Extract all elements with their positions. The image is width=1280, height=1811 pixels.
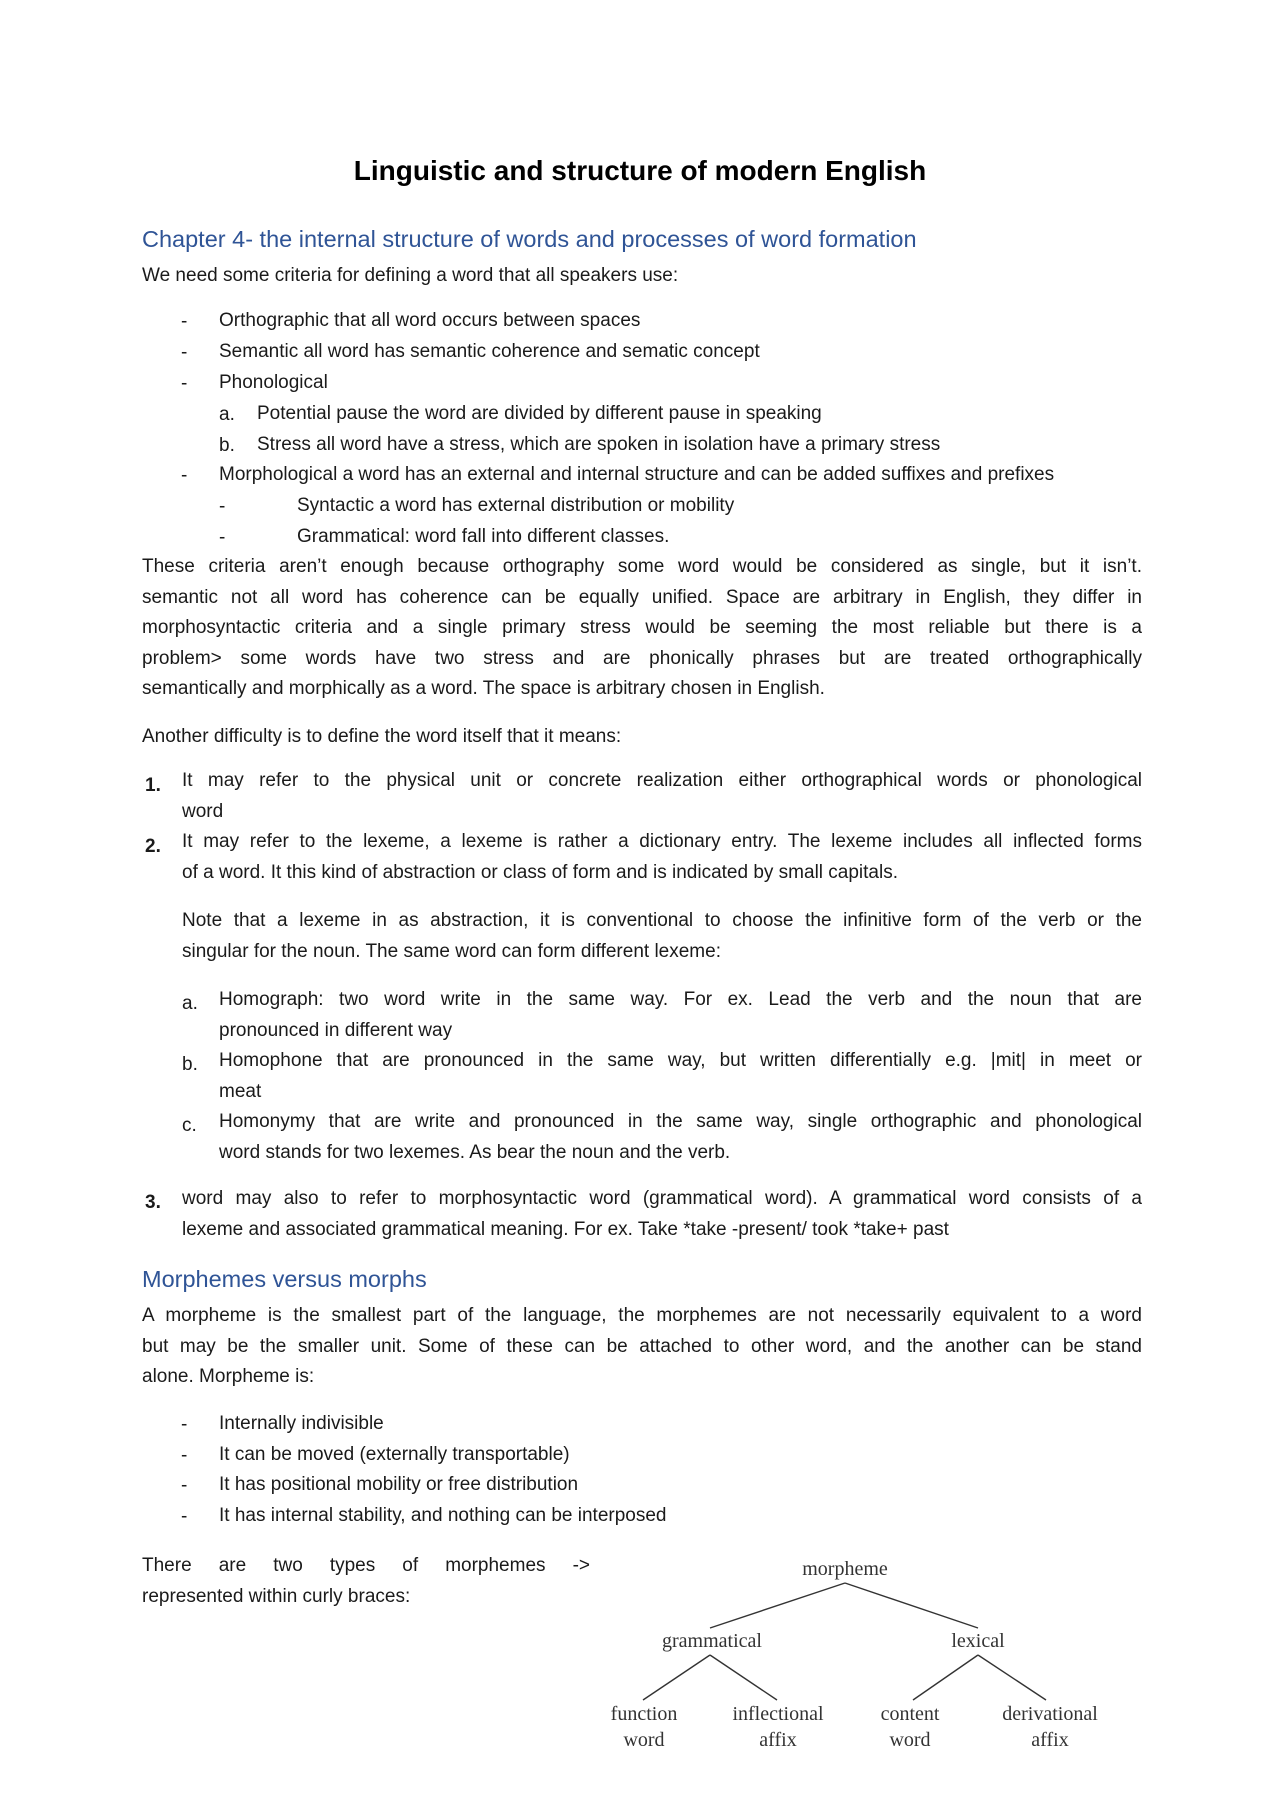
- chapter-heading: Chapter 4- the internal structure of words and processes of word formation: [142, 226, 917, 252]
- list-item: Stress all word have a stress, which are spoken in isolation have a primary stress: [257, 434, 941, 455]
- paragraph-line: There are two types of morphemes ->: [142, 1555, 590, 1576]
- intro-text: We need some criteria for defining a word that all speakers use:: [142, 265, 679, 286]
- paragraph-line: Homonymy that are write and pronounced in the same way, single orthographic and phonological: [219, 1111, 1142, 1132]
- paragraph-line: word stands for two lexemes. As bear the noun and the verb.: [219, 1141, 731, 1163]
- list-bullet: -: [181, 1506, 188, 1527]
- paragraph-line: morphosyntactic criteria and a single primary stress would be seeming the most reliable but there is a: [142, 617, 1142, 638]
- list-bullet: -: [181, 1414, 188, 1435]
- morphemes-heading: Morphemes versus morphs: [142, 1266, 427, 1292]
- tree-leaf-content-2: word: [889, 1729, 931, 1751]
- list-letter: b.: [182, 1054, 198, 1075]
- tree-leaf-inflectional: inflectional: [732, 1703, 824, 1725]
- list-bullet: -: [181, 1445, 188, 1466]
- lexeme-type-homograph: [219, 985, 1142, 1046]
- list-number: 3.: [145, 1192, 161, 1213]
- morpheme-tree-diagram: [600, 1540, 1160, 1770]
- page-title: Linguistic and structure of modern English: [353, 155, 927, 186]
- tree-node-grammatical: grammatical: [662, 1630, 762, 1652]
- difficulty-intro: Another difficulty is to define the word itself that it means:: [142, 726, 622, 747]
- list-bullet: -: [181, 311, 188, 332]
- paragraph-line: lexeme and associated grammatical meaning. For ex. Take *take -present/ took *take+ past: [182, 1218, 949, 1240]
- paragraph-line: semantic not all word has coherence can be equally unified. Space are arbitrary in English, they differ in: [142, 586, 1142, 608]
- paragraph-line: pronounced in different way: [219, 1019, 453, 1041]
- list-item: Orthographic that all word occurs between spaces: [219, 310, 641, 331]
- paragraph-line: of a word. It this kind of abstraction or class of form and is indicated by small capitals.: [182, 861, 898, 883]
- paragraph-line: Homograph: two word write in the same way. For ex. Lead the verb and the noun that are: [219, 989, 1142, 1010]
- paragraph-line: meat: [219, 1080, 262, 1102]
- tree-leaf-derivational: derivational: [1002, 1703, 1098, 1725]
- list-item: Phonological: [219, 372, 328, 393]
- tree-leaf-function: function: [610, 1703, 678, 1725]
- list-bullet: -: [219, 496, 226, 517]
- list-bullet: -: [181, 465, 188, 486]
- meaning-2: [182, 827, 1142, 888]
- list-item: It has internal stability, and nothing can be interposed: [219, 1505, 667, 1526]
- paragraph-line: represented within curly braces:: [142, 1585, 411, 1607]
- list-bullet: -: [181, 342, 188, 363]
- list-bullet: -: [219, 527, 226, 548]
- paragraph-line: word may also to refer to morphosyntactic word (grammatical word). A grammatical word consists of a: [182, 1188, 1142, 1209]
- list-number: 2.: [145, 836, 161, 857]
- paragraph-line: These criteria aren’t enough because orthography some word would be considered as single, but it isn’t.: [142, 556, 1142, 577]
- list-letter: b.: [219, 435, 235, 456]
- list-letter: a.: [182, 993, 198, 1014]
- paragraph-line: alone. Morpheme is:: [142, 1366, 315, 1387]
- list-item: Grammatical: word fall into different classes.: [297, 526, 670, 547]
- paragraph-line: It may refer to the physical unit or concrete realization either orthographical words or phonological: [182, 770, 1142, 791]
- list-item: Morphological a word has an external and internal structure and can be added suffixes and prefixes: [219, 464, 1055, 485]
- meaning-3: [182, 1184, 1142, 1245]
- note-paragraph: [182, 906, 1142, 967]
- lexeme-type-homonymy: [219, 1107, 1142, 1168]
- tree-node-root: morpheme: [802, 1558, 888, 1580]
- paragraph-line: Homophone that are pronounced in the same way, but written differentially e.g. |mit| in meet or: [219, 1050, 1142, 1071]
- paragraph-line: It may refer to the lexeme, a lexeme is rather a dictionary entry. The lexeme includes all inflected forms: [182, 831, 1142, 852]
- list-item: It has positional mobility or free distribution: [219, 1474, 579, 1495]
- list-bullet: -: [181, 1475, 188, 1496]
- list-item: Potential pause the word are divided by different pause in speaking: [257, 403, 822, 424]
- list-item: Internally indivisible: [219, 1413, 384, 1434]
- list-bullet: -: [181, 373, 188, 394]
- lexeme-type-homophone: [219, 1046, 1142, 1107]
- types-paragraph: [142, 1551, 590, 1612]
- list-item: Semantic all word has semantic coherence and sematic concept: [219, 341, 760, 362]
- paragraph-line: but may be the smaller unit. Some of these can be attached to other word, and the another can be stand: [142, 1335, 1142, 1357]
- paragraph-line: singular for the noun. The same word can form different lexeme:: [182, 940, 721, 962]
- paragraph-line: A morpheme is the smallest part of the language, the morphemes are not necessarily equivalent to a word: [142, 1305, 1142, 1326]
- meaning-1: [182, 766, 1142, 827]
- tree-leaf-function-2: word: [623, 1729, 665, 1751]
- paragraph-line: word: [182, 800, 224, 822]
- paragraph-line: semantically and morphically as a word. The space is arbitrary chosen in English.: [142, 678, 825, 699]
- paragraph-line: Note that a lexeme in as abstraction, it is conventional to choose the infinitive form of the verb or the: [182, 910, 1142, 931]
- list-item: Syntactic a word has external distribution or mobility: [297, 495, 735, 516]
- list-letter: c.: [182, 1115, 197, 1136]
- list-item: It can be moved (externally transportable): [219, 1444, 570, 1465]
- list-letter: a.: [219, 404, 235, 425]
- criteria-paragraph: [142, 552, 1142, 705]
- morphemes-paragraph: [142, 1301, 1142, 1393]
- tree-leaf-content: content: [880, 1703, 940, 1725]
- paragraph-line: problem> some words have two stress and are phonically phrases but are treated orthographically: [142, 647, 1142, 669]
- tree-leaf-derivational-2: affix: [1031, 1729, 1069, 1751]
- tree-leaf-inflectional-2: affix: [759, 1729, 797, 1751]
- tree-node-lexical: lexical: [951, 1630, 1005, 1652]
- list-number: 1.: [145, 775, 161, 796]
